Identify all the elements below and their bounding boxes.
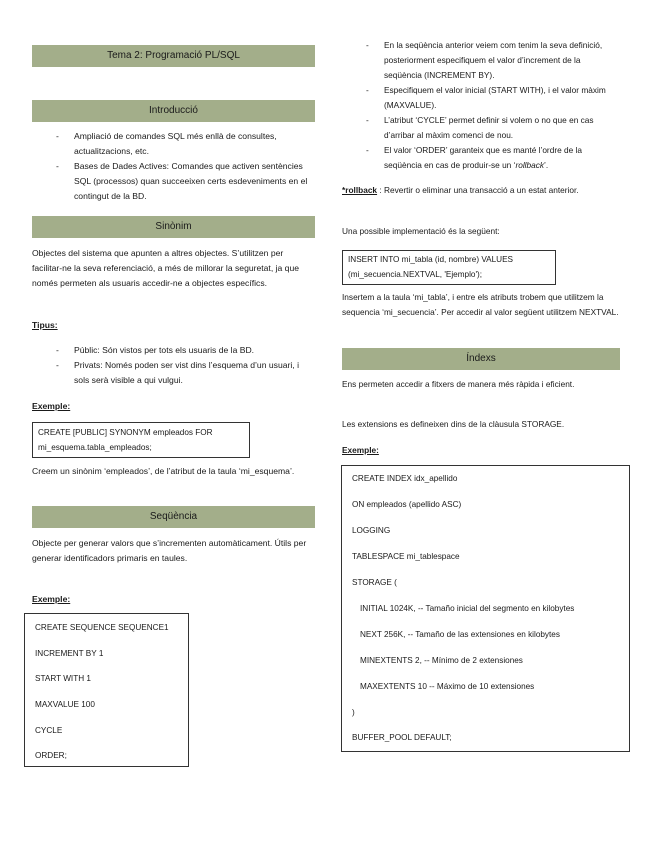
- sequence-explanation-list: [342, 38, 620, 173]
- section-heading-introduccio: Introducció: [32, 100, 315, 122]
- code-line: CREATE INDEX idx_apellido: [352, 474, 458, 483]
- synonym-explanation: Creem un sinònim ‘empleados’, de l’atribut de la taula ‘mi_esquema’.: [32, 466, 295, 476]
- section-heading-sinonim: Sinònim: [32, 216, 315, 238]
- tipus-list: [32, 343, 315, 388]
- index-code-box: [341, 465, 630, 752]
- exemple-label: Exemple:: [342, 445, 379, 455]
- list-item: - Públic: Són vistos per tots els usuaris de la BD.: [32, 343, 315, 358]
- list-item-end: ’.: [544, 160, 549, 170]
- intro-list: [32, 129, 315, 204]
- code-line: INSERT INTO mi_tabla (id, nombre) VALUES: [348, 255, 514, 264]
- section-heading-sequencia: Seqüència: [32, 506, 315, 528]
- code-line: TABLESPACE mi_tablespace: [352, 552, 460, 561]
- code-line: INITIAL 1024K, -- Tamaño inicial del segmento en kilobytes: [360, 604, 575, 613]
- title-band: Tema 2: Programació PL/SQL: [32, 45, 315, 67]
- rollback-term: *rollback: [342, 185, 378, 195]
- code-line: (mi_secuencia.NEXTVAL, 'Ejemplo');: [348, 270, 483, 279]
- list-item: - Privats: Només poden ser vist dins l’esquema d’un usuari, i sols serà visible a qui vulgui.: [32, 358, 315, 388]
- list-item: - En la seqüència anterior veiem com tenim la seva definició, posteriorment especifiquem el valor d’increment de la seqüència (INCREMENT BY).: [342, 38, 620, 83]
- code-line: LOGGING: [352, 526, 391, 535]
- code-line: BUFFER_POOL DEFAULT;: [352, 733, 452, 742]
- code-line: CYCLE: [35, 726, 63, 735]
- tipus-label: Tipus:: [32, 320, 58, 330]
- code-line: mi_esquema.tabla_empleados;: [38, 443, 152, 452]
- code-line: ): [352, 708, 355, 717]
- rollback-definition: [342, 183, 620, 198]
- code-line: CREATE SEQUENCE SEQUENCE1: [35, 623, 169, 632]
- insert-explanation: Insertem a la taula ‘mi_tabla’, i entre els atributs trobem que utilitzem la sequencia ‘mi_secuencia’. Per accedir al valor següent utilitzem NEXTVAL.: [342, 292, 619, 317]
- list-item: [342, 143, 620, 173]
- section-heading-indexs: Índexs: [342, 348, 620, 370]
- code-line: MINEXTENTS 2, -- Mínimo de 2 extensiones: [360, 656, 523, 665]
- code-line: START WITH 1: [35, 674, 91, 683]
- code-line: INCREMENT BY 1: [35, 649, 104, 658]
- code-line: NEXT 256K, -- Tamaño de las extensiones en kilobytes: [360, 630, 560, 639]
- sequencia-description: Objecte per generar valors que s’incrementen automàticament. Útils per generar identificadors primaris en taules.: [32, 538, 307, 563]
- code-line: ON empleados (apellido ASC): [352, 500, 462, 509]
- code-line: MAXVALUE 100: [35, 700, 95, 709]
- index-description: Ens permeten accedir a fitxers de manera més ràpida i eficient.: [342, 379, 575, 389]
- list-item-text: El valor ‘ORDER’ garanteix que es manté l’ordre de la seqüència en cas de produir-se un ‘: [384, 145, 582, 170]
- implementation-intro: Una possible implementació és la següent:: [342, 226, 500, 236]
- list-item: - Bases de Dades Actives: Comandes que activen sentències SQL (processos) quan succeeixen certs esdeveniments en el contingut de la BD.: [32, 159, 315, 204]
- code-line: CREATE [PUBLIC] SYNONYM empleados FOR: [38, 428, 213, 437]
- sinonim-description: Objectes del sistema que apunten a altres objectes. S’utilitzen per facilitar-ne la seva referenciació, a més de millorar la seguretat, ja que només permeten als usuaris accedir-ne a objectes específics.: [32, 248, 300, 288]
- code-line: STORAGE (: [352, 578, 397, 587]
- list-item: - L’atribut ‘CYCLE’ permet definir si volem o no que en cas d’arribar al màxim comenci de nou.: [342, 113, 620, 143]
- rollback-italic: rollback: [515, 160, 545, 170]
- exemple-label: Exemple:: [32, 401, 71, 411]
- synonym-code-box: [32, 422, 250, 458]
- storage-description: Les extensions es defineixen dins de la clàusula STORAGE.: [342, 419, 565, 429]
- code-line: ORDER;: [35, 751, 67, 760]
- sequence-code-box: [24, 613, 189, 767]
- list-item: - Ampliació de comandes SQL més enllà de consultes, actualitzacions, etc.: [32, 129, 315, 159]
- rollback-def-text: : Revertir o eliminar una transacció a un estat anterior.: [379, 185, 579, 195]
- list-item: - Especifiquem el valor inicial (START WITH), i el valor màxim (MAXVALUE).: [342, 83, 620, 113]
- insert-code-box: [342, 250, 556, 285]
- code-line: MAXEXTENTS 10 -- Máximo de 10 extensiones: [360, 682, 535, 691]
- exemple-label: Exemple:: [32, 594, 71, 604]
